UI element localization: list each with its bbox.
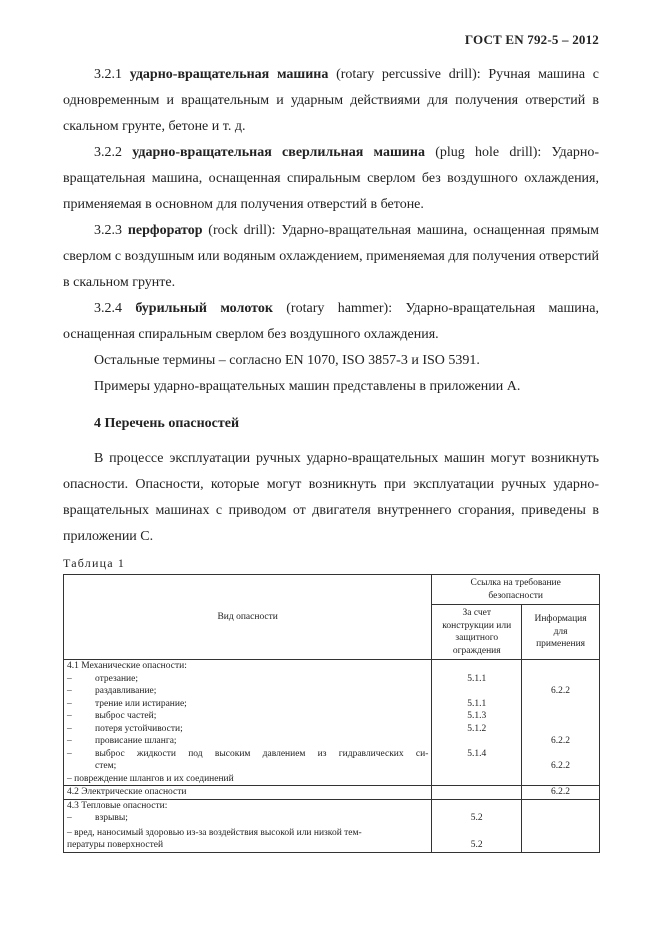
- term-definition: (rock drill): Ударно-вращательная машина, оснащенная прямым сверлом с воздушным или водяным охлаждением, применяемая для получения отверстий в скальном грунте.: [63, 223, 599, 290]
- definition-3-2-2: [63, 140, 599, 218]
- list-item: – провисание шланга;: [67, 736, 177, 746]
- clause-number: 3.2.2: [94, 145, 122, 160]
- term-definition: (rotary percussive drill): Ручная машина с одновременным и вращательным и ударным действиями для получения отверстий в скальном грунте, бетоне и т. д.: [63, 67, 599, 134]
- table-caption: Таблица 1: [63, 556, 126, 570]
- term: бурильный молоток: [135, 301, 273, 316]
- section-4-title: 4 Перечень опасностей: [94, 416, 240, 431]
- hazard-group-mechanical: [64, 660, 432, 786]
- list-item-continuation: пературы поверхностей: [67, 840, 164, 850]
- list-item: – отрезание;: [67, 673, 138, 684]
- clause-number: 3.2.1: [94, 67, 122, 82]
- hazards-table: [63, 574, 600, 853]
- definition-3-2-3: [63, 218, 599, 296]
- list-item: – потеря устойчивости;: [67, 723, 183, 734]
- list-item-continuation: стем;: [95, 761, 117, 771]
- header-safety-reference: Ссылка на требование безопасности: [432, 575, 600, 605]
- term-definition: (rotary hammer): Ударно-вращательная машина, оснащенная спиральным сверлом без воздушного охлаждения.: [63, 301, 599, 342]
- table-row-electrical: [64, 786, 600, 800]
- table-row-mechanical: [64, 660, 600, 786]
- term: ударно-вращательная машина: [129, 67, 329, 82]
- header-usage-info: Информация для применения: [522, 605, 600, 660]
- list-item: – повреждение шлангов и их соединений: [67, 773, 234, 784]
- list-item: – раздавливание;: [67, 686, 157, 696]
- clause-number: 3.2.3: [94, 223, 122, 238]
- design-refs-mechanical: 5.1.1 5.1.1 5.1.3 5.1.2 5.1.4: [432, 660, 522, 786]
- hazard-group-thermal: [64, 799, 432, 852]
- list-item: – выброс частей;: [67, 711, 157, 721]
- table-header-row: [64, 575, 600, 605]
- list-item: – вред, наносимый здоровью из-за воздействия высокой или низкой тем-: [67, 827, 362, 838]
- design-refs-thermal: 5.2 5.2: [432, 799, 522, 852]
- group-title: 4.3 Тепловые опасности:: [67, 800, 168, 811]
- design-refs-electrical: [432, 786, 522, 800]
- info-refs-thermal: [522, 799, 600, 852]
- table-row-thermal: [64, 799, 600, 852]
- page-content: [63, 62, 599, 853]
- list-item: – взрывы;: [67, 813, 128, 823]
- term-definition: (plug hole drill): Ударно-вращательная машина, оснащенная спиральным сверлом без воздушного охлаждения, применяемая в основном для получения отверстий в бетоне.: [63, 145, 599, 212]
- hazard-group-electrical: 4.2 Электрические опасности: [64, 786, 432, 800]
- definition-3-2-4: [63, 296, 599, 348]
- list-item: – выброс жидкости под высоким давлением из гидравлических си-: [67, 748, 429, 759]
- group-title: 4.1 Механические опасности:: [67, 661, 187, 671]
- header-hazard-type: Вид опасности: [64, 575, 432, 660]
- clause-number: 3.2.4: [94, 301, 122, 316]
- other-terms-note: Остальные термины – согласно EN 1070, ISO 3857-3 и ISO 5391.: [94, 353, 480, 368]
- document-code-header: ГОСТ EN 792-5 – 2012: [464, 32, 599, 47]
- term: перфоратор: [127, 223, 203, 238]
- examples-note: Примеры ударно-вращательных машин представлены в приложении А.: [94, 379, 521, 394]
- header-by-design: За счет конструкции или защитного ограждения: [432, 605, 522, 660]
- section-4-text: В процессе эксплуатации ручных ударно-вращательных машин могут возникнуть опасности. Опасности, которые могут возникнуть при эксплуатации ручных ударно-вращательных машинах с приводом от двигателя внутреннего сгорания, приведены в приложении С.: [63, 451, 599, 544]
- definition-3-2-1: [63, 62, 599, 140]
- info-refs-electrical: 6.2.2: [522, 786, 600, 800]
- list-item: – трение или истирание;: [67, 698, 187, 709]
- info-refs-mechanical: 6.2.2 6.2.2 6.2.2: [522, 660, 600, 786]
- term: ударно-вращательная сверлильная машина: [132, 145, 425, 160]
